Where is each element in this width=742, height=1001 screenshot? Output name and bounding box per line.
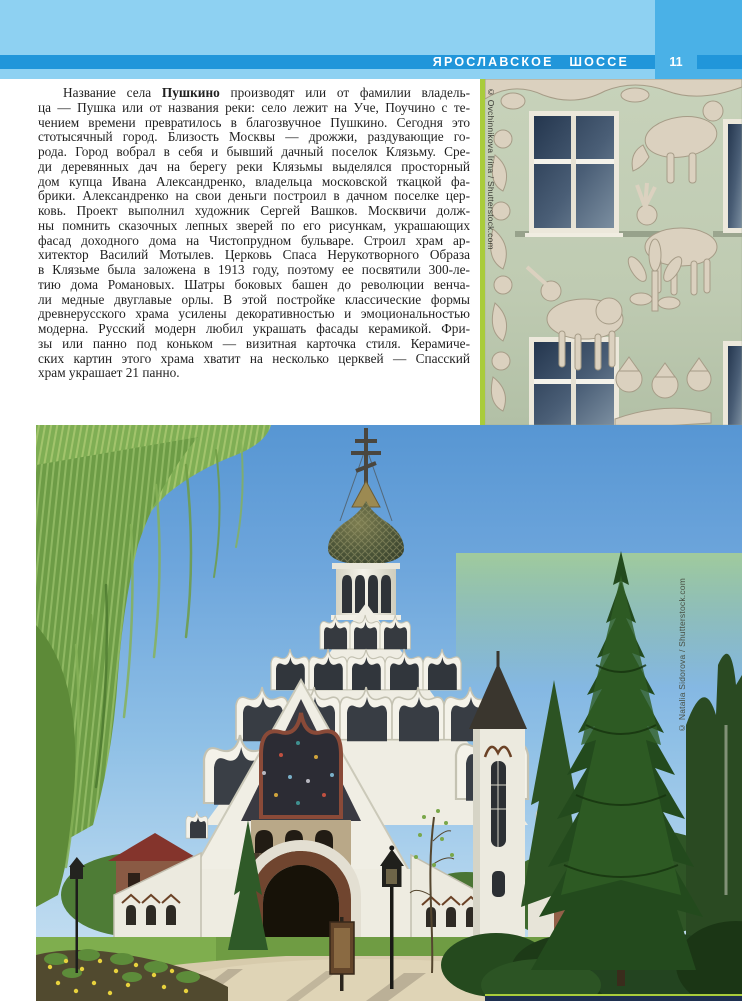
footer-navy-bar bbox=[485, 996, 742, 1001]
body-text: Название села bbox=[63, 85, 152, 100]
church-photo bbox=[36, 425, 742, 1001]
facade-window bbox=[525, 111, 623, 237]
facade-photo-art bbox=[485, 79, 742, 425]
body-line: ковь. Проект выполнил художник Сергей Вашков. Москвичи долж- bbox=[38, 203, 470, 218]
body-line: брики. Александренко на свои деньги построил в дачном поселке цер- bbox=[38, 188, 470, 204]
body-line bbox=[38, 86, 470, 101]
body-line: зы или панно под коньком — визитная карточка стиля. Керамиче- bbox=[38, 335, 470, 351]
body-line: древнерусского храма усилены декоративностью и эмоциональностью bbox=[38, 306, 470, 322]
body-line: ских картин этого храма хватит на несколько церквей — Спасский bbox=[38, 350, 470, 366]
photo-credit: © Ovchinnikova Irina / Shutterstock.com bbox=[486, 87, 496, 250]
article-text bbox=[38, 86, 470, 381]
body-line: ли медные двуглавые орлы. В этой постройке классические формы bbox=[38, 291, 470, 307]
body-line: дом купца Ивана Александренко, владельца московской ткацкой фа- bbox=[38, 173, 470, 189]
body-line: чением времени превратилось в благозвучное Пушкино. Сегодня это bbox=[38, 114, 470, 130]
body-line: ны помнить сказочных лепных зверей по его рисункам, украшающих bbox=[38, 217, 470, 233]
body-line: ца — Пушка или от названия реки: село лежит на Уче, Поучино с те- bbox=[38, 99, 470, 115]
photo-credit: © Natalia Sidorova / Shutterstock.com bbox=[677, 578, 687, 733]
body-line: в Клязьме была заложена в 1913 году, поэтому ее посвятили 300-ле- bbox=[38, 262, 470, 277]
header-strip-right bbox=[697, 55, 742, 69]
church-photo-art bbox=[36, 425, 742, 1001]
body-line: стотысячный город. Близость Москвы — дрожжи, раздувающие го- bbox=[38, 129, 470, 145]
section-title: ЯРОСЛАВСКОЕ ШОССЕ bbox=[432, 55, 629, 69]
body-line: фасад доходного дома на Чистопрудном бульваре. Строил храм ар- bbox=[38, 232, 470, 248]
body-line: модерна. Русский модерн любил украшать фасады керамикой. Фри- bbox=[38, 321, 470, 336]
body-text-bold: Пушкино bbox=[161, 85, 220, 100]
body-line: ди деревянных дач на берегу реки Клязьмы выделялся просторный bbox=[38, 158, 470, 174]
header-strip bbox=[0, 55, 655, 69]
body-line: хитектор Василий Мотылев. Церковь Спаса Нерукотворного Образа bbox=[38, 247, 470, 263]
body-text: производят или от фамилии владель- bbox=[230, 85, 470, 100]
body-line: храм украшает 21 панно. bbox=[38, 365, 180, 381]
body-line: тию дома Романовых. Шатры боковых башен до революции венча- bbox=[38, 276, 470, 292]
facade-window bbox=[529, 337, 619, 425]
page-number: 11 bbox=[669, 55, 683, 69]
facade-photo bbox=[485, 79, 742, 425]
body-line: рода. Город вобрал в себя и бывший дачный поселок Клязьму. Сре- bbox=[38, 144, 470, 159]
